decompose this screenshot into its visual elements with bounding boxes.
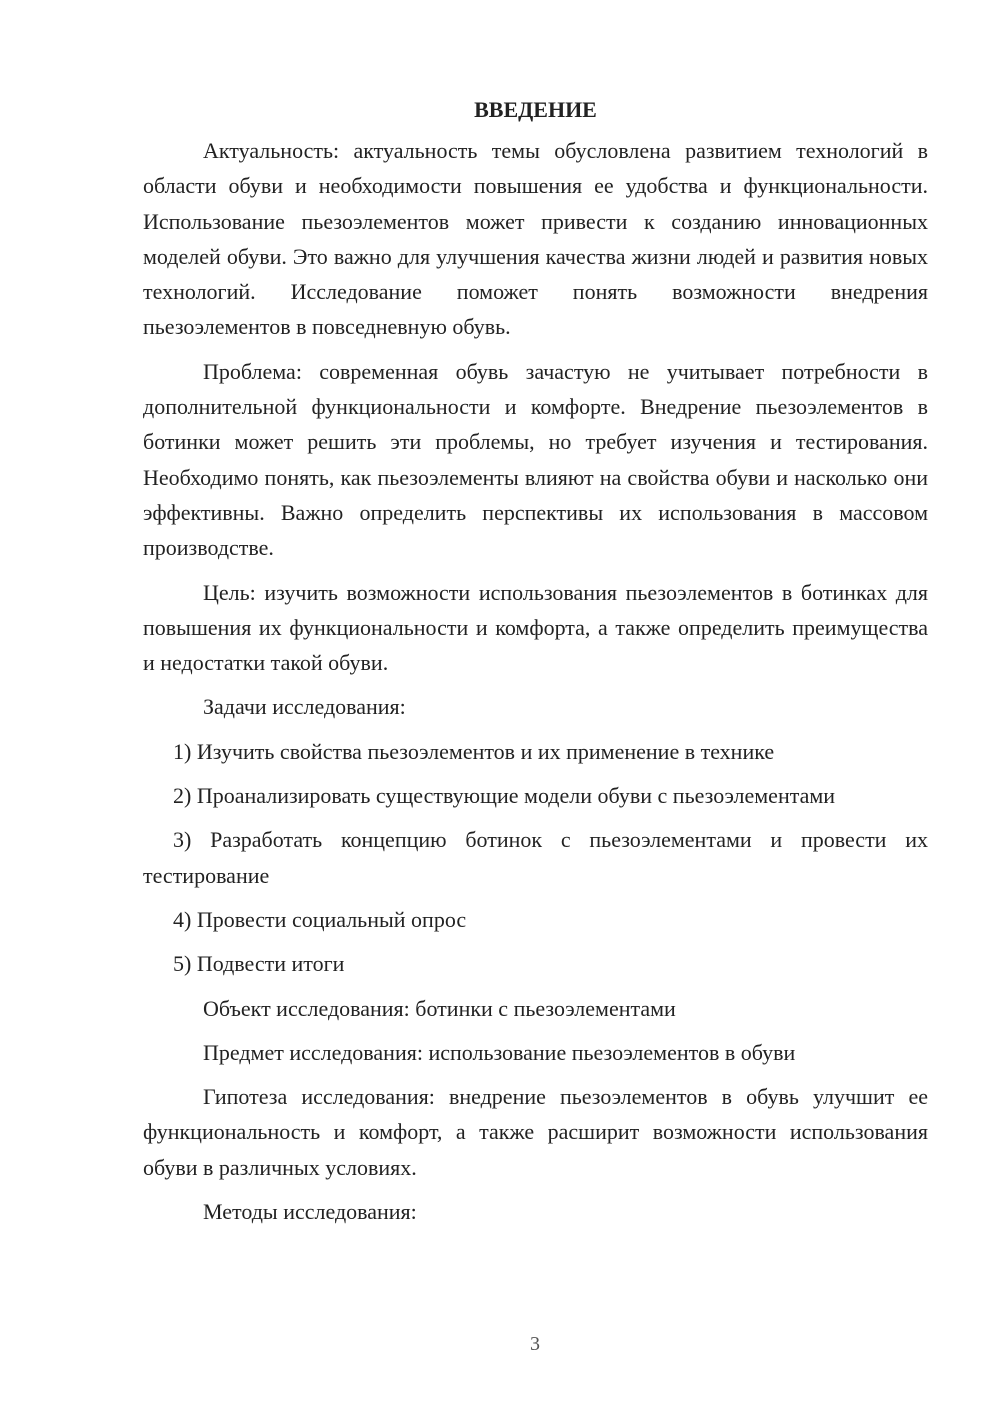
subject-paragraph: Предмет исследования: использование пьезоэлементов в обуви [203,1039,796,1065]
problem-paragraph: Проблема: современная обувь зачастую не учитывает потребности в дополнительной функциональности и комфорте. Внедрение пьезоэлементов в ботинки может решить эти проблемы, но требует изучения и тестирования. Необходимо понять, как пьезоэлементы влияют на свойства обуви и насколько они эффективны. Важно определить перспективы их использования в массовом производстве. [143,358,928,561]
section-title: ВВЕДЕНИЕ [474,97,597,122]
hypothesis-paragraph: Гипотеза исследования: внедрение пьезоэлементов в обувь улучшит ее функциональность и комфорт, а также расширит возможности использования обуви в различных условиях. [143,1084,928,1180]
tasks-heading: Задачи исследования: [203,694,406,720]
task-item: 4) Провести социальный опрос [173,906,467,932]
goal-paragraph: Цель: изучить возможности использования пьезоэлементов в ботинках для повышения их функциональности и комфорта, а также определить преимущества и недостатки такой обуви. [143,579,928,676]
page-number: 3 [530,1333,540,1355]
task-item: 2) Проанализировать существующие модели обуви с пьезоэлементами [173,783,836,809]
methods-heading: Методы исследования: [203,1199,417,1225]
relevance-paragraph: Актуальность: актуальность темы обусловлена развитием технологий в области обуви и необходимости повышения ее удобства и функциональности. Использование пьезоэлементов может привести к созданию инновационных моделей обуви. Это важно для улучшения качества жизни людей и развития новых технологий. Исследование поможет понять возможности внедрения пьезоэлементов в повседневную обувь. [143,138,928,340]
task-item: 5) Подвести итоги [173,951,345,977]
task-item: 3) Разработать концепцию ботинок с пьезоэлементами и провести их тестирование [143,827,928,888]
task-item: 1) Изучить свойства пьезоэлементов и их применение в технике [173,738,775,764]
object-paragraph: Объект исследования: ботинки с пьезоэлементами [203,995,676,1021]
document-page [143,92,928,1229]
